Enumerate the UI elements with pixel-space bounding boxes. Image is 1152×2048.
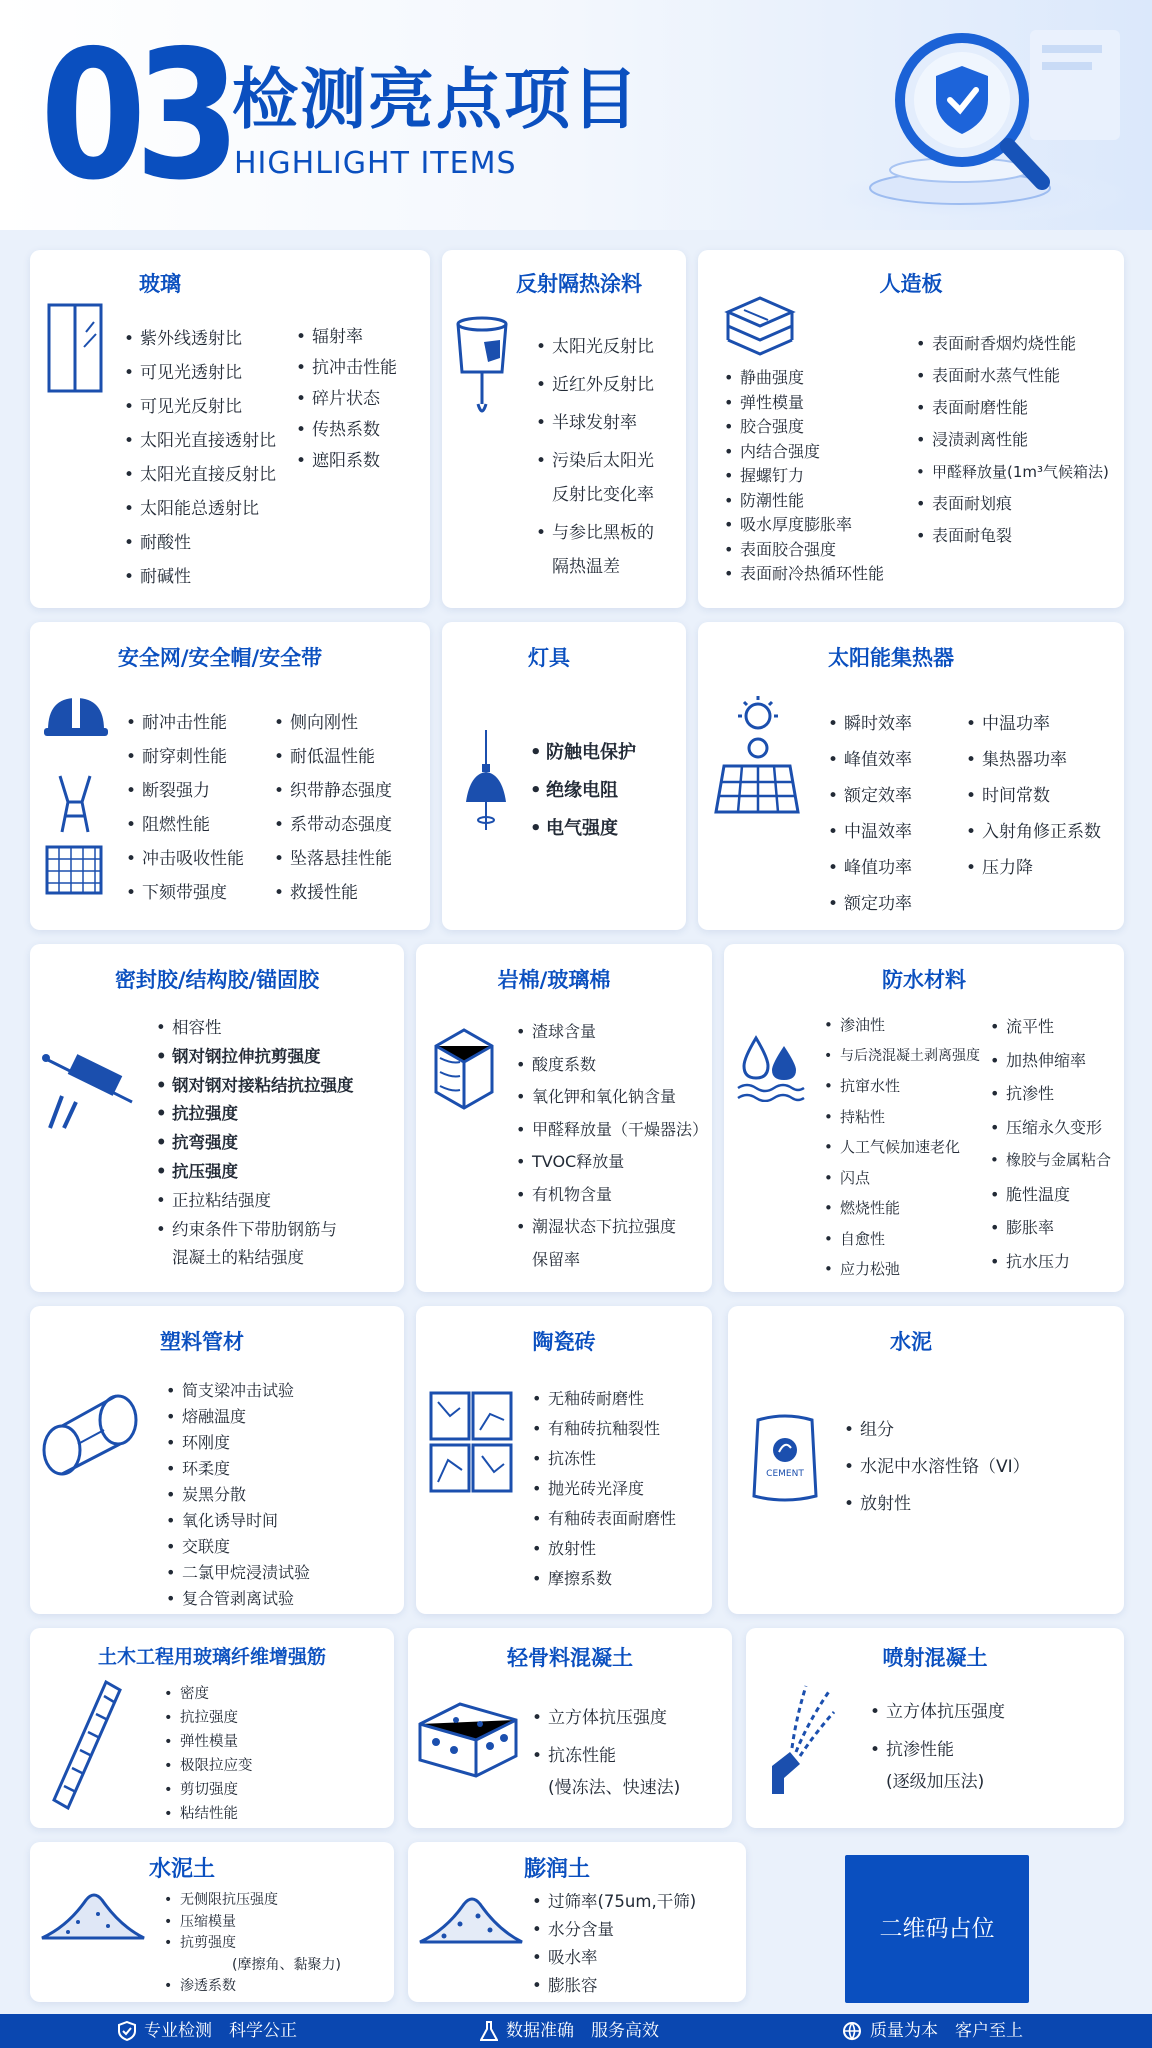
list-item: • 抗拉强度: [164, 1706, 253, 1730]
card-glass: [30, 250, 430, 608]
list-item: • 遮阳系数: [296, 446, 397, 477]
list-item: • 环柔度: [166, 1456, 310, 1482]
list-item: • 加热伸缩率: [990, 1044, 1111, 1078]
list-item: 混凝土的粘结强度: [172, 1248, 304, 1268]
list-item: • 系带动态强度: [274, 808, 392, 842]
list-item: • 峰值效率: [828, 742, 912, 778]
safety-net-icon: [44, 844, 104, 896]
window-icon: [46, 302, 104, 394]
list-item: • 电气强度: [530, 810, 636, 848]
water-drop-icon: [734, 1032, 806, 1102]
list-item: • 简支梁冲击试验: [166, 1378, 310, 1404]
list-item: • 抗压强度: [156, 1158, 354, 1187]
list-item: • 水泥中水溶性铬（VI）: [844, 1449, 1030, 1486]
card-title: 水泥土: [148, 1857, 215, 1882]
glass-list-2: [296, 322, 397, 477]
list-item: • 熔融温度: [166, 1404, 310, 1430]
harness-icon: [52, 772, 98, 836]
list-item: • 燃烧性能: [824, 1193, 980, 1224]
rebar-icon: [50, 1678, 124, 1812]
list-item: • 钢对钢拉伸抗剪强度: [156, 1043, 354, 1072]
list-item: • 静曲强度: [724, 366, 884, 391]
list-item: • 内结合强度: [724, 440, 884, 465]
list-item: • 断裂强力: [126, 774, 244, 808]
list-item: • 无釉砖耐磨性: [532, 1384, 676, 1414]
board-list-2: [916, 328, 1109, 552]
list-item: • 中温效率: [828, 814, 912, 850]
list-item: • 绝缘电阻: [530, 772, 636, 810]
list-item: • 粘结性能: [164, 1802, 253, 1826]
list-item: • 抗冻性能: [532, 1740, 680, 1772]
list-item: • 弹性模量: [724, 391, 884, 416]
lamp-list: [530, 734, 636, 848]
list-item: • 放射性: [844, 1486, 1030, 1523]
list-item: • 吸水率: [532, 1944, 696, 1972]
pipe-icon: [38, 1378, 142, 1488]
pipe-list: [166, 1378, 310, 1612]
list-item: • 侧向刚性: [274, 706, 392, 740]
list-item: • 持粘性: [824, 1102, 980, 1133]
list-item: • 剪切强度: [164, 1778, 253, 1802]
list-item: • 应力松弛: [824, 1254, 980, 1285]
list-item: • 甲醛释放量（干燥器法）: [516, 1114, 708, 1147]
list-item: • 约束条件下带肋钢筋与: [156, 1216, 354, 1245]
list-item: • 流平性: [990, 1010, 1111, 1044]
card-title: 岩棉/玻璃棉: [497, 968, 611, 992]
list-item: • 吸水厚度膨胀率: [724, 513, 884, 538]
list-item: • 立方体抗压强度: [532, 1702, 680, 1734]
pendant-lamp-icon: [458, 730, 514, 840]
list-item: • 过筛率(75um,干筛): [532, 1888, 696, 1916]
list-item: • 自愈性: [824, 1224, 980, 1255]
list-item: • 渗油性: [824, 1010, 980, 1041]
card-cement: [728, 1306, 1124, 1614]
helmet-icon: [42, 692, 110, 740]
footer-item-2: [480, 2014, 659, 2048]
safety-list-2: [274, 706, 392, 910]
list-item: • 交联度: [166, 1534, 310, 1560]
list-item: • 紫外线透射比: [124, 322, 276, 356]
list-item: • 下颏带强度: [126, 876, 244, 910]
page-title: 检测亮点项目: [232, 61, 640, 138]
footer-item-1: [118, 2014, 297, 2048]
list-item: • 太阳光直接透射比: [124, 424, 276, 458]
cement-bag-icon: [750, 1410, 820, 1504]
solar-panel-icon: [712, 696, 802, 814]
list-item: • 抗拉强度: [156, 1100, 354, 1129]
list-item: • 组分: [844, 1412, 1030, 1449]
safety-list-1: [126, 706, 244, 910]
list-item: (慢冻法、快速法): [548, 1778, 681, 1798]
list-item: • 抗窜水性: [824, 1071, 980, 1102]
list-item: • 耐碱性: [124, 560, 276, 594]
list-item: • 渗透系数: [164, 1976, 341, 1998]
list-item: • 闪点: [824, 1163, 980, 1194]
list-item: 隔热温差: [552, 557, 620, 577]
qr-code-placeholder[interactable]: 二维码占位: [845, 1855, 1029, 2003]
list-item: • 表面耐冷热循环性能: [724, 562, 884, 587]
list-item: • 近红外反射比: [536, 368, 654, 402]
list-item: • 污染后太阳光: [536, 444, 654, 478]
list-item: • 有釉砖抗釉裂性: [532, 1414, 676, 1444]
list-item: • 有釉砖表面耐磨性: [532, 1504, 676, 1534]
list-item: • 半球发射率: [536, 406, 654, 440]
card-title: 玻璃: [139, 272, 181, 296]
insulation-block-icon: [432, 1022, 496, 1112]
list-item: • 压力降: [966, 850, 1101, 886]
coating-list: [536, 330, 654, 584]
list-item: • 压缩模量: [164, 1912, 341, 1934]
list-item: • 人工气候加速老化: [824, 1132, 980, 1163]
list-item: • 防触电保护: [530, 734, 636, 772]
waterproof-list-2: [990, 1010, 1111, 1278]
board-list-1: [724, 366, 884, 587]
list-item: • 极限拉应变: [164, 1754, 253, 1778]
list-item: • 脆性温度: [990, 1178, 1111, 1212]
list-item: • 相容性: [156, 1014, 354, 1043]
list-item: • 冲击吸收性能: [126, 842, 244, 876]
list-item: • 织带静态强度: [274, 774, 392, 808]
list-item: • 膨胀容: [532, 1972, 696, 2000]
list-item: 保留率: [532, 1249, 581, 1269]
list-item: • 与后浇混凝土剥离强度: [824, 1041, 980, 1072]
card-shotcrete: [746, 1628, 1124, 1828]
list-item: • 潮湿状态下抗拉强度: [516, 1211, 708, 1244]
list-item: • 碎片状态: [296, 384, 397, 415]
tile-icon: [428, 1390, 514, 1494]
list-item: • 中温功率: [966, 706, 1101, 742]
list-item: • 环刚度: [166, 1430, 310, 1456]
card-lwc: [408, 1628, 732, 1828]
card-title: 膨润土: [523, 1857, 590, 1882]
list-item: • 炭黑分散: [166, 1482, 310, 1508]
list-item: • 额定功率: [828, 886, 912, 922]
footer-bar: [0, 2014, 1152, 2048]
shotcrete-list: [870, 1696, 1005, 1798]
card-title: 反射隔热涂料: [516, 272, 642, 296]
paint-bucket-icon: [454, 312, 514, 422]
list-item: • 抗冻性: [532, 1444, 676, 1474]
list-item: • 坠落悬挂性能: [274, 842, 392, 876]
footer-item-3: [842, 2014, 1023, 2048]
solar-list-2: [966, 706, 1101, 886]
list-item: • 瞬时效率: [828, 706, 912, 742]
page-subtitle: HIGHLIGHT ITEMS: [234, 146, 517, 181]
list-item: • 时间常数: [966, 778, 1101, 814]
caulking-gun-icon: [40, 1044, 140, 1130]
list-item: • 入射角修正系数: [966, 814, 1101, 850]
card-title: 密封胶/结构胶/锚固胶: [114, 968, 320, 992]
list-item: • 集热器功率: [966, 742, 1101, 778]
list-item: • 放射性: [532, 1534, 676, 1564]
gfrp-list: [164, 1682, 253, 1826]
card-title: 土木工程用玻璃纤维增强筋: [97, 1646, 326, 1668]
tile-list: [532, 1384, 676, 1594]
list-item: • 抛光砖光泽度: [532, 1474, 676, 1504]
wool-list: [516, 1016, 708, 1276]
card-title: 太阳能集热器: [828, 646, 954, 670]
list-item: • 浸渍剥离性能: [916, 424, 1109, 456]
spray-nozzle-icon: [756, 1682, 836, 1800]
card-title: 人造板: [879, 272, 943, 296]
card-safety: [30, 622, 430, 930]
list-item: • 峰值功率: [828, 850, 912, 886]
card-title: 陶瓷砖: [532, 1330, 596, 1354]
waterproof-list-1: [824, 1010, 980, 1285]
list-item: (逐级加压法): [886, 1772, 985, 1792]
list-item: • 抗冲击性能: [296, 353, 397, 384]
list-item: • 复合管剥离试验: [166, 1586, 310, 1612]
list-item: • 抗弯强度: [156, 1129, 354, 1158]
card-tile: [416, 1306, 712, 1614]
card-title: 安全网/安全帽/安全带: [117, 646, 323, 670]
list-item: • 表面耐磨性能: [916, 392, 1109, 424]
list-item: • 氧化钾和氧化钠含量: [516, 1081, 708, 1114]
list-item: • 渣球含量: [516, 1016, 708, 1049]
flask-icon: [480, 2021, 498, 2041]
card-soil: [30, 1842, 394, 2002]
list-item: • 二氯甲烷浸渍试验: [166, 1560, 310, 1586]
bentonite-pile-icon: [416, 1890, 526, 1946]
card-bentonite: [408, 1842, 746, 2002]
list-item: • 额定效率: [828, 778, 912, 814]
list-item: • 氧化诱导时间: [166, 1508, 310, 1534]
list-item: • 耐冲击性能: [126, 706, 244, 740]
list-item: • 表面耐香烟灼烧性能: [916, 328, 1109, 360]
list-item: • 弹性模量: [164, 1730, 253, 1754]
card-wool: [416, 944, 712, 1292]
card-waterproof: [724, 944, 1124, 1292]
board-stack-icon: [724, 292, 796, 368]
footer-text: 专业检测 科学公正: [144, 2021, 297, 2041]
card-gfrp: [30, 1628, 394, 1828]
list-item: • 耐穿刺性能: [126, 740, 244, 774]
solar-list-1: [828, 706, 912, 922]
cement-bag-label: CEMENT: [766, 1469, 804, 1479]
list-item: • 酸度系数: [516, 1049, 708, 1082]
card-coating: [442, 250, 686, 608]
list-item: • 抗剪强度: [164, 1933, 341, 1955]
list-item: (摩擦角、黏聚力): [232, 1956, 341, 1973]
card-board: [698, 250, 1124, 608]
card-title: 水泥: [890, 1330, 932, 1354]
list-item: • 传热系数: [296, 415, 397, 446]
list-item: • 正拉粘结强度: [156, 1187, 354, 1216]
section-number: 03: [40, 12, 229, 219]
list-item: • TVOC释放量: [516, 1146, 708, 1179]
list-item: • 密度: [164, 1682, 253, 1706]
list-item: • 防潮性能: [724, 489, 884, 514]
card-pipe: [30, 1306, 404, 1614]
card-title: 轻骨料混凝土: [507, 1646, 633, 1670]
footer-text: 质量为本 客户至上: [870, 2021, 1023, 2041]
list-item: • 表面耐龟裂: [916, 520, 1109, 552]
list-item: • 与参比黑板的: [536, 516, 654, 550]
card-title: 喷射混凝土: [882, 1646, 988, 1670]
list-item: • 水分含量: [532, 1916, 696, 1944]
list-item: • 胶合强度: [724, 415, 884, 440]
list-item: • 表面胶合强度: [724, 538, 884, 563]
list-item: 反射比变化率: [552, 485, 654, 505]
list-item: • 甲醛释放量(1m³气候箱法): [916, 456, 1109, 488]
list-item: • 橡胶与金属粘合: [990, 1144, 1111, 1178]
shield-magnifier-icon: [780, 20, 1140, 220]
card-title: 防水材料: [882, 968, 966, 992]
list-item: • 可见光透射比: [124, 356, 276, 390]
globe-icon: [842, 2021, 862, 2041]
list-item: • 无侧限抗压强度: [164, 1890, 341, 1912]
list-item: • 太阳光直接反射比: [124, 458, 276, 492]
list-item: • 膨胀率: [990, 1211, 1111, 1245]
list-item: • 压缩永久变形: [990, 1111, 1111, 1145]
list-item: • 摩擦系数: [532, 1564, 676, 1594]
page-header: [0, 0, 1152, 230]
card-title: 塑料管材: [160, 1330, 244, 1354]
list-item: • 有机物含量: [516, 1179, 708, 1212]
list-item: • 握螺钉力: [724, 464, 884, 489]
list-item: • 阻燃性能: [126, 808, 244, 842]
list-item: • 耐酸性: [124, 526, 276, 560]
footer-text: 数据准确 服务高效: [506, 2021, 659, 2041]
list-item: • 表面耐水蒸气性能: [916, 360, 1109, 392]
list-item: • 救援性能: [274, 876, 392, 910]
shield-icon: [118, 2021, 136, 2041]
card-title: 灯具: [528, 646, 570, 670]
list-item: • 抗渗性能: [870, 1734, 1005, 1766]
cement-list: [844, 1412, 1030, 1523]
list-item: • 可见光反射比: [124, 390, 276, 424]
bentonite-list: [532, 1888, 696, 2000]
list-item: • 太阳光反射比: [536, 330, 654, 364]
list-item: • 太阳能总透射比: [124, 492, 276, 526]
powder-pile-icon: [38, 1886, 148, 1942]
soil-list: [164, 1890, 341, 1998]
list-item: • 立方体抗压强度: [870, 1696, 1005, 1728]
concrete-block-icon: [416, 1698, 520, 1780]
card-lamp: [442, 622, 686, 930]
list-item: • 表面耐划痕: [916, 488, 1109, 520]
card-solar: [698, 622, 1124, 930]
list-item: • 耐低温性能: [274, 740, 392, 774]
lwc-list: [532, 1702, 680, 1804]
list-item: • 钢对钢对接粘结抗拉强度: [156, 1072, 354, 1101]
sealant-list: [156, 1014, 354, 1273]
list-item: • 辐射率: [296, 322, 397, 353]
glass-list-1: [124, 322, 276, 594]
list-item: • 抗渗性: [990, 1077, 1111, 1111]
card-sealant: [30, 944, 404, 1292]
list-item: • 抗水压力: [990, 1245, 1111, 1279]
